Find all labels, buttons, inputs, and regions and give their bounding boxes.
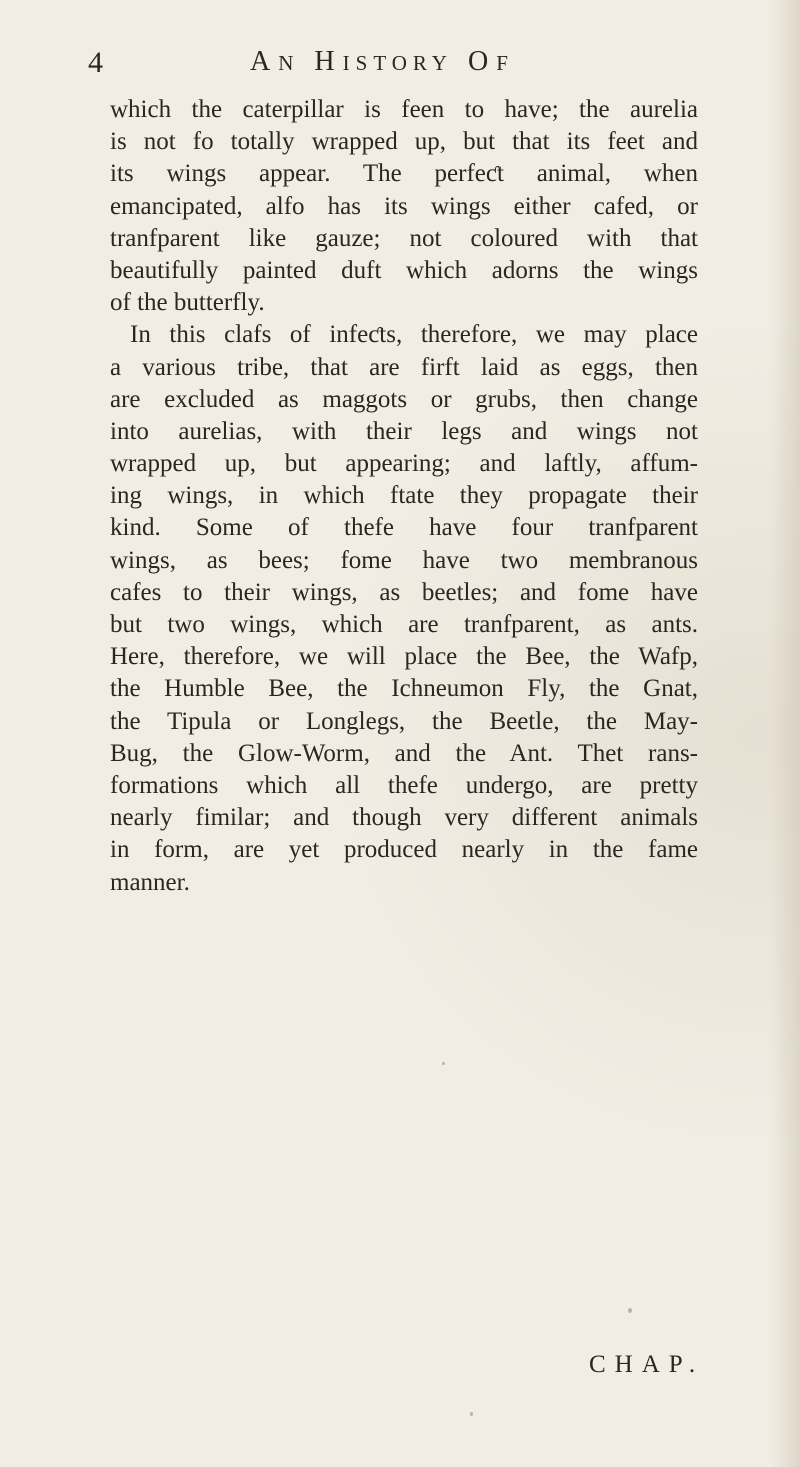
paper-speck bbox=[628, 1308, 632, 1313]
text-line: into aurelias, with their legs and wings not bbox=[110, 417, 698, 445]
body-text bbox=[110, 94, 698, 899]
text-line: Here, therefore, we will place the Bee, the Wafp, bbox=[110, 643, 698, 671]
text-line: of the butterfly. bbox=[110, 289, 265, 317]
text-line: wings, as bees; fome have two membranous bbox=[110, 546, 698, 574]
text-line: nearly fimilar; and though very different animals bbox=[110, 804, 698, 832]
text-line: beautifully painted duft which adorns the wings bbox=[110, 256, 698, 284]
running-head-title bbox=[250, 46, 514, 79]
text-line: are excluded as maggots or grubs, then change bbox=[110, 385, 698, 413]
text-line: the Tipula or Longlegs, the Beetle, the May- bbox=[110, 707, 698, 735]
running-head bbox=[88, 42, 648, 86]
text-line: a various tribe, that are firft laid as eggs, then bbox=[110, 353, 698, 381]
text-line: the Humble Bee, the Ichneumon Fly, the Gnat, bbox=[110, 675, 698, 703]
text-line: kind. Some of thefe have four tranfparent bbox=[110, 514, 698, 542]
text-line: but two wings, which are tranfparent, as ants. bbox=[110, 611, 698, 638]
text-line: tranfparent like gauze; not coloured with that bbox=[110, 224, 698, 252]
page-edge-shadow bbox=[770, 0, 800, 1467]
text-line: is not fo totally wrapped up, but that its feet and bbox=[110, 128, 698, 156]
text-line: its wings appear. The perfeƈt animal, when bbox=[110, 160, 698, 188]
running-head-word: OF bbox=[467, 46, 514, 77]
page-number: 4 bbox=[88, 46, 103, 79]
text-line: wrapped up, but appearing; and laftly, affum- bbox=[110, 450, 698, 478]
text-line: in form, are yet produced nearly in the fame bbox=[110, 836, 698, 864]
catchword: CHAP. bbox=[589, 1351, 705, 1378]
text-line: formations which all thefe undergo, are pretty bbox=[110, 771, 698, 799]
text-line: which the caterpillar is feen to have; the aurelia bbox=[110, 96, 698, 123]
paper-speck bbox=[470, 1412, 473, 1416]
paragraph-first-line: In this clafs of infeƈts, therefore, we may place bbox=[130, 321, 698, 349]
text-line: cafes to their wings, as beetles; and fome have bbox=[110, 578, 698, 606]
text-line: Bug, the Glow-Worm, and the Ant. Thet rans- bbox=[110, 739, 698, 767]
paper-speck bbox=[442, 1062, 445, 1065]
running-head-word: AN bbox=[250, 46, 300, 77]
text-line: emancipated, alfo has its wings either cafed, or bbox=[110, 192, 698, 220]
text-line: ing wings, in which ftate they propagate their bbox=[110, 482, 698, 510]
text-line: manner. bbox=[110, 868, 190, 896]
running-head-word: HISTORY bbox=[314, 46, 453, 77]
